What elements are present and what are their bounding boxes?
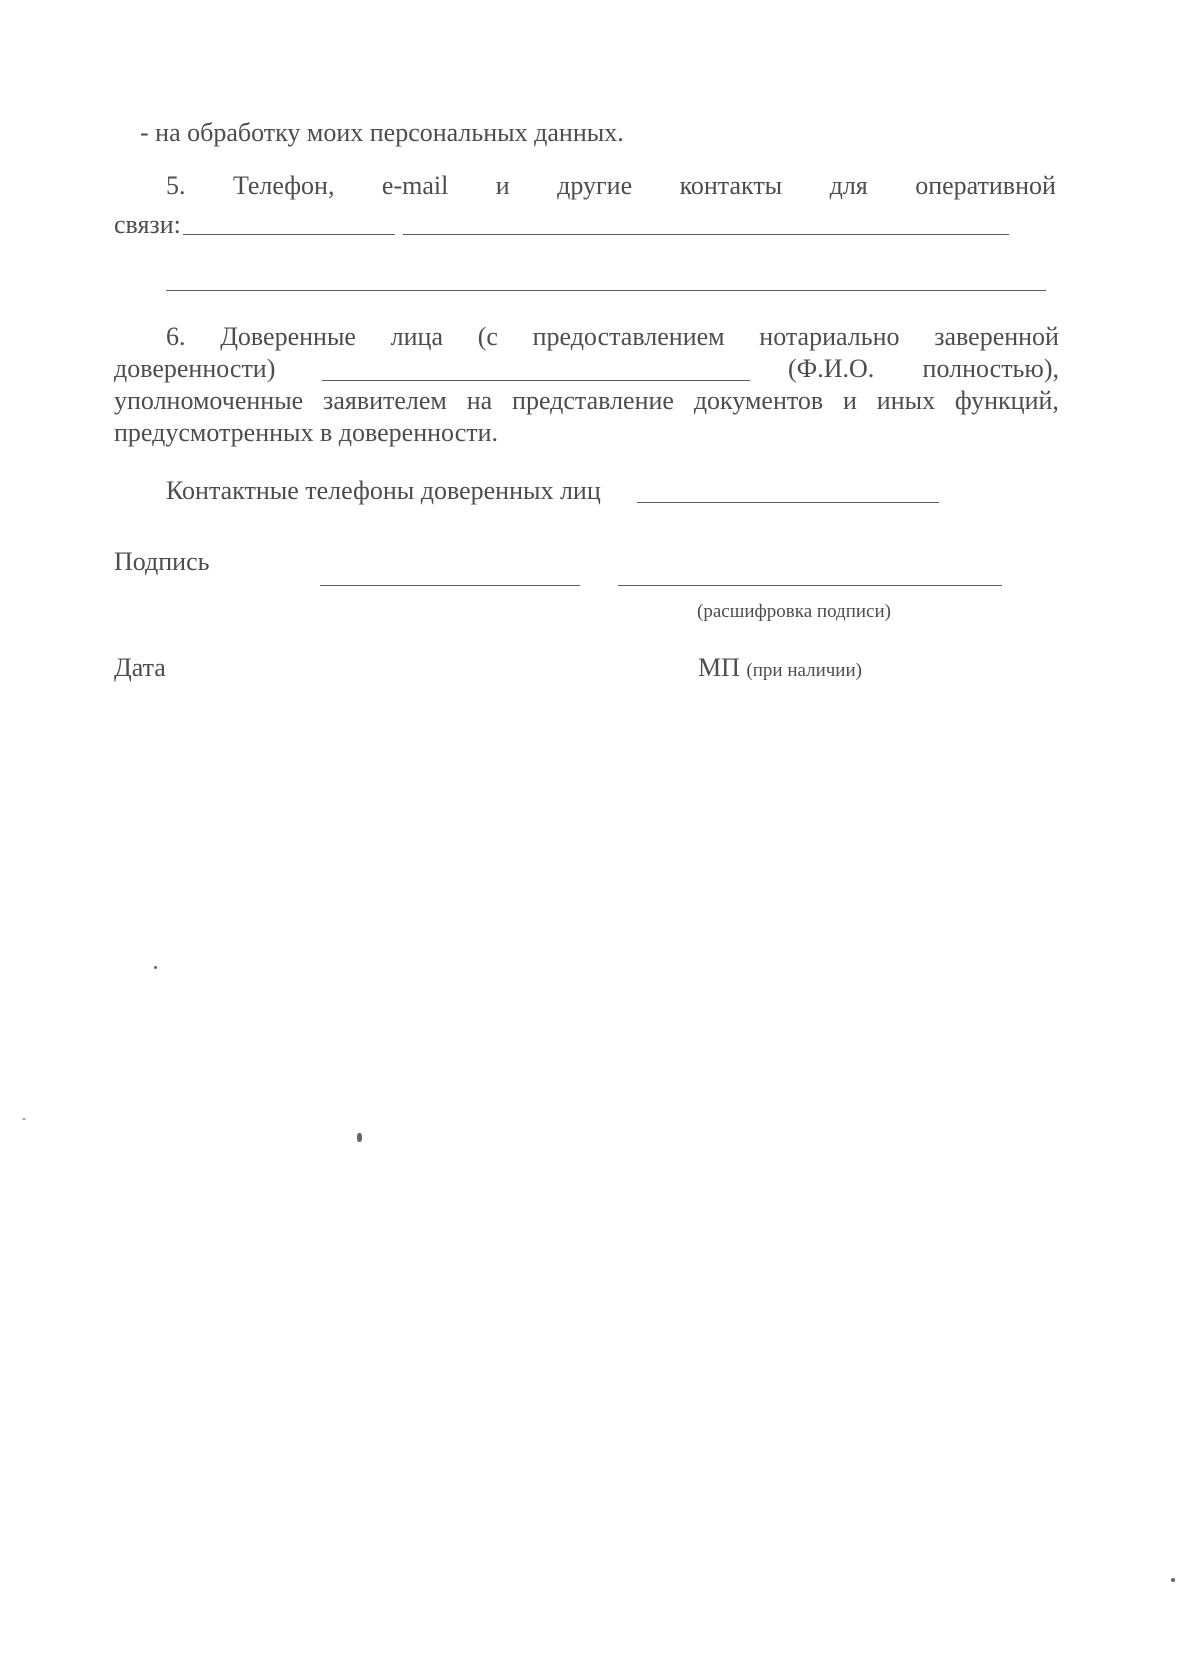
contacts-fill-line-1	[183, 234, 395, 235]
item6-word: и	[843, 386, 857, 415]
scan-speck	[1171, 1578, 1175, 1582]
stamp-note: (при наличии)	[746, 660, 862, 681]
item5-word: для	[829, 171, 868, 200]
item6-line1	[166, 322, 1059, 352]
item6-word: полностью),	[922, 354, 1059, 383]
item6-word: Доверенные	[220, 322, 356, 351]
scan-speck	[22, 1118, 26, 1120]
item5-word: другие	[557, 171, 633, 200]
item6-line2-left: доверенности)	[114, 354, 276, 383]
signature-decoding-caption: (расшифровка подписи)	[697, 601, 891, 622]
item6-word: (с	[477, 322, 498, 351]
trustee-phones-label: Контактные телефоны доверенных лиц	[166, 476, 601, 505]
item5-word: Телефон,	[232, 171, 335, 200]
item6-word: лица	[390, 322, 443, 351]
item5-word: и	[495, 171, 510, 200]
item6-word: иных	[876, 386, 936, 415]
item6-word: заявителем	[323, 386, 447, 415]
stamp-abbrev: МП	[698, 653, 740, 682]
signature-fill-line	[320, 585, 580, 586]
item6-word: (Ф.И.О.	[788, 354, 875, 383]
item6-line4: предусмотренных в доверенности.	[114, 418, 499, 447]
item6-word: нотариально	[759, 322, 900, 351]
item5-continuation: связи:	[114, 210, 181, 239]
scan-speck	[357, 1133, 362, 1142]
item5-word: контакты	[679, 171, 783, 200]
item6-word: 6.	[166, 322, 186, 351]
date-label: Дата	[114, 653, 166, 682]
trustee-name-fill-line	[322, 380, 750, 381]
signature-decoding-fill-line	[618, 585, 1002, 586]
item6-line2-right	[788, 354, 1059, 384]
item5-word: e-mail	[381, 171, 449, 200]
item5-word: оперативной	[915, 171, 1056, 200]
item5-word: 5.	[166, 171, 186, 200]
item6-word: функций,	[954, 386, 1059, 415]
item6-word: заверенной	[934, 322, 1059, 351]
stamp-label	[698, 653, 862, 686]
contacts-fill-line-2	[403, 234, 1009, 235]
item6-word: предоставлением	[532, 322, 725, 351]
item6-word: уполномоченные	[114, 386, 304, 415]
signature-label: Подпись	[114, 547, 210, 576]
item6-word: представление	[512, 386, 674, 415]
item6-word: документов	[693, 386, 824, 415]
contacts-fill-line-3	[166, 290, 1046, 291]
consent-line: - на обработку моих персональных данных.	[140, 118, 624, 147]
trustee-phones-fill-line	[637, 502, 939, 503]
item6-word: на	[466, 386, 493, 415]
item6-line3	[114, 386, 1059, 416]
scan-speck	[154, 966, 157, 969]
item5-line1	[166, 171, 1056, 201]
